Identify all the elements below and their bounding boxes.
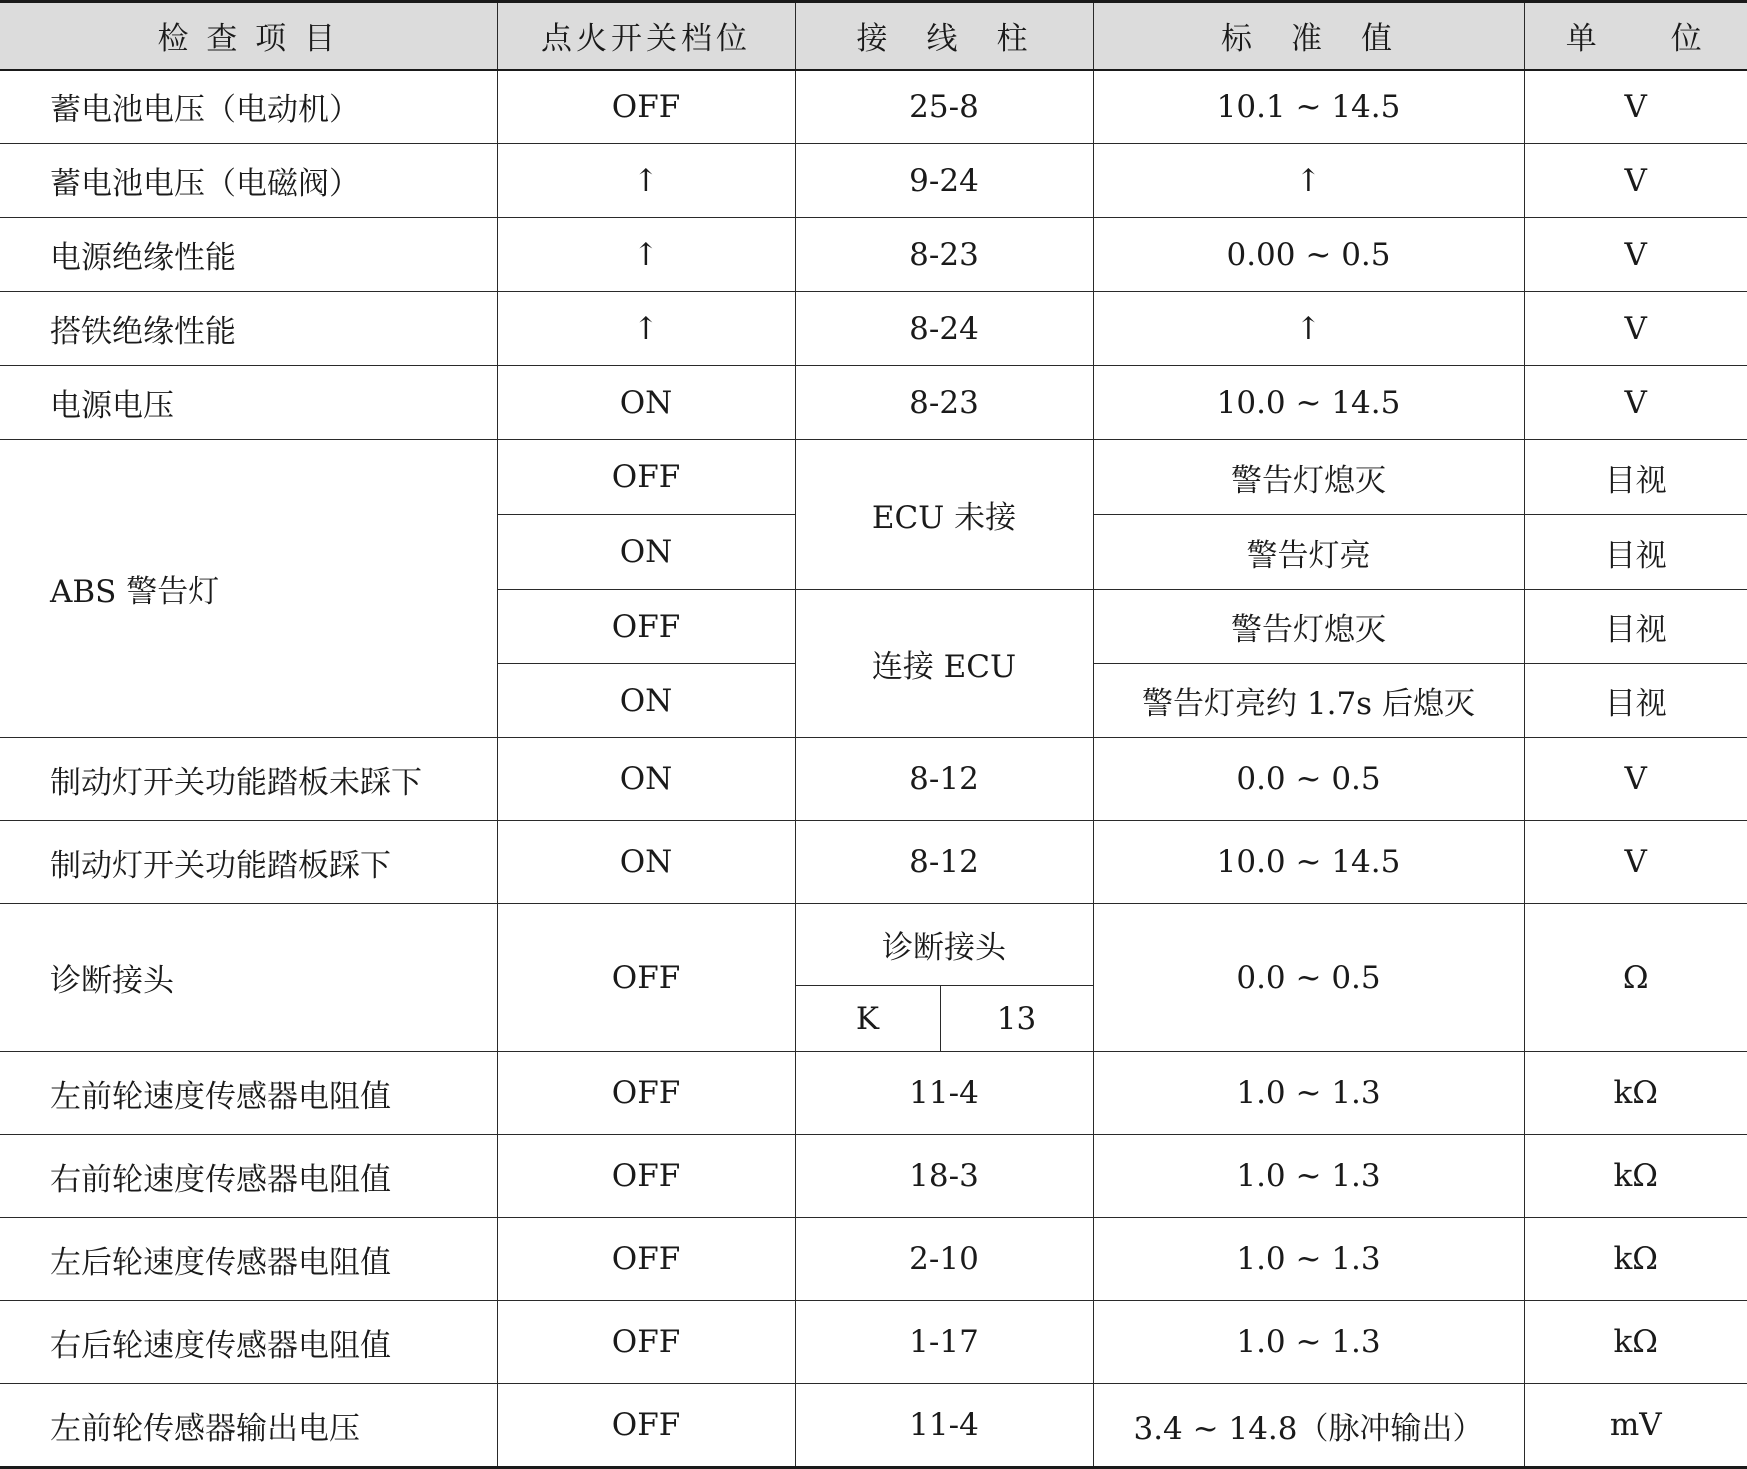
- switch-cell: OFF: [497, 590, 795, 664]
- standard-cell: 0.00 ~ 0.5: [1093, 218, 1524, 292]
- unit-cell: V: [1524, 738, 1747, 821]
- unit-cell: 目视: [1524, 440, 1747, 515]
- table-row: [0, 1301, 1747, 1384]
- terminal-cell: 11-4: [795, 1052, 1093, 1135]
- terminal-cell: 1-17: [795, 1301, 1093, 1384]
- diag-switch-cell: OFF: [497, 904, 795, 1052]
- item-cell: 左前轮速度传感器电阻值: [0, 1052, 497, 1135]
- standard-cell: 10.0 ~ 14.5: [1093, 366, 1524, 440]
- diag-terminal-title: 诊断接头: [795, 904, 1093, 986]
- item-cell: 蓄电池电压（电动机）: [0, 70, 497, 144]
- switch-cell: OFF: [497, 1052, 795, 1135]
- standard-cell: 警告灯亮: [1093, 515, 1524, 590]
- switch-cell: OFF: [497, 1218, 795, 1301]
- switch-cell: ON: [497, 515, 795, 590]
- item-cell: 右后轮速度传感器电阻值: [0, 1301, 497, 1384]
- diag-terminal-13: 13: [940, 986, 1093, 1052]
- header-standard: 标 准 值: [1093, 2, 1524, 70]
- table-row: [0, 144, 1747, 218]
- diag-standard-cell: 0.0 ~ 0.5: [1093, 904, 1524, 1052]
- unit-cell: kΩ: [1524, 1135, 1747, 1218]
- terminal-cell: 2-10: [795, 1218, 1093, 1301]
- standard-cell: 10.1 ~ 14.5: [1093, 70, 1524, 144]
- terminal-cell: 9-24: [795, 144, 1093, 218]
- item-cell: 制动灯开关功能踏板未踩下: [0, 738, 497, 821]
- standard-cell: ↑: [1093, 292, 1524, 366]
- terminal-cell: 8-24: [795, 292, 1093, 366]
- switch-cell: OFF: [497, 70, 795, 144]
- item-cell: 制动灯开关功能踏板踩下: [0, 821, 497, 904]
- item-cell: 电源绝缘性能: [0, 218, 497, 292]
- item-cell: 搭铁绝缘性能: [0, 292, 497, 366]
- header-switch: 点火开关档位: [497, 2, 795, 70]
- item-cell: 右前轮速度传感器电阻值: [0, 1135, 497, 1218]
- abs-terminal-connected: 连接 ECU: [795, 590, 1093, 738]
- unit-cell: V: [1524, 70, 1747, 144]
- table-row: [0, 1384, 1747, 1468]
- standard-cell: 1.0 ~ 1.3: [1093, 1052, 1524, 1135]
- table-row: [0, 70, 1747, 144]
- standard-cell: 1.0 ~ 1.3: [1093, 1135, 1524, 1218]
- unit-cell: kΩ: [1524, 1301, 1747, 1384]
- abs-item-cell: ABS 警告灯: [0, 440, 497, 738]
- table-row: [0, 218, 1747, 292]
- table-row: [0, 366, 1747, 440]
- unit-cell: V: [1524, 292, 1747, 366]
- abs-row: [0, 440, 1747, 515]
- diag-unit-cell: Ω: [1524, 904, 1747, 1052]
- switch-cell: ON: [497, 738, 795, 821]
- item-cell: 电源电压: [0, 366, 497, 440]
- standard-cell: 0.0 ~ 0.5: [1093, 738, 1524, 821]
- standard-cell: 警告灯熄灭: [1093, 440, 1524, 515]
- diag-item-cell: 诊断接头: [0, 904, 497, 1052]
- terminal-cell: 8-23: [795, 366, 1093, 440]
- standard-cell: 1.0 ~ 1.3: [1093, 1218, 1524, 1301]
- standard-cell: 10.0 ~ 14.5: [1093, 821, 1524, 904]
- switch-cell: OFF: [497, 1301, 795, 1384]
- terminal-cell: 11-4: [795, 1384, 1093, 1468]
- terminal-cell: 25-8: [795, 70, 1093, 144]
- unit-cell: kΩ: [1524, 1218, 1747, 1301]
- table-row: [0, 738, 1747, 821]
- table-row: [0, 292, 1747, 366]
- diag-terminal-k: K: [795, 986, 940, 1052]
- header-row: [0, 2, 1747, 70]
- terminal-cell: 8-23: [795, 218, 1093, 292]
- standard-cell: 警告灯熄灭: [1093, 590, 1524, 664]
- header-unit: 单 位: [1524, 2, 1747, 70]
- unit-cell: V: [1524, 821, 1747, 904]
- item-cell: 左后轮速度传感器电阻值: [0, 1218, 497, 1301]
- switch-cell: ↑: [497, 218, 795, 292]
- unit-cell: V: [1524, 218, 1747, 292]
- unit-cell: 目视: [1524, 590, 1747, 664]
- switch-cell: OFF: [497, 1135, 795, 1218]
- diag-row: [0, 904, 1747, 986]
- standard-cell: 警告灯亮约 1.7s 后熄灭: [1093, 664, 1524, 738]
- table-row: [0, 1052, 1747, 1135]
- standard-cell: 3.4 ~ 14.8（脉冲输出）: [1093, 1384, 1524, 1468]
- switch-cell: ON: [497, 664, 795, 738]
- switch-cell: ↑: [497, 144, 795, 218]
- header-item: 检 查 项 目: [0, 2, 497, 70]
- switch-cell: ON: [497, 366, 795, 440]
- item-cell: 蓄电池电压（电磁阀）: [0, 144, 497, 218]
- item-cell: 左前轮传感器输出电压: [0, 1384, 497, 1468]
- unit-cell: kΩ: [1524, 1052, 1747, 1135]
- switch-cell: ↑: [497, 292, 795, 366]
- standard-cell: 1.0 ~ 1.3: [1093, 1301, 1524, 1384]
- terminal-cell: 8-12: [795, 738, 1093, 821]
- unit-cell: 目视: [1524, 664, 1747, 738]
- unit-cell: 目视: [1524, 515, 1747, 590]
- table-row: [0, 1218, 1747, 1301]
- terminal-cell: 18-3: [795, 1135, 1093, 1218]
- switch-cell: ON: [497, 821, 795, 904]
- unit-cell: mV: [1524, 1384, 1747, 1468]
- unit-cell: V: [1524, 366, 1747, 440]
- switch-cell: OFF: [497, 1384, 795, 1468]
- standard-cell: ↑: [1093, 144, 1524, 218]
- switch-cell: OFF: [497, 440, 795, 515]
- table-row: [0, 821, 1747, 904]
- unit-cell: V: [1524, 144, 1747, 218]
- table-row: [0, 1135, 1747, 1218]
- header-terminal: 接 线 柱: [795, 2, 1093, 70]
- abs-terminal-unconnected: ECU 未接: [795, 440, 1093, 590]
- terminal-cell: 8-12: [795, 821, 1093, 904]
